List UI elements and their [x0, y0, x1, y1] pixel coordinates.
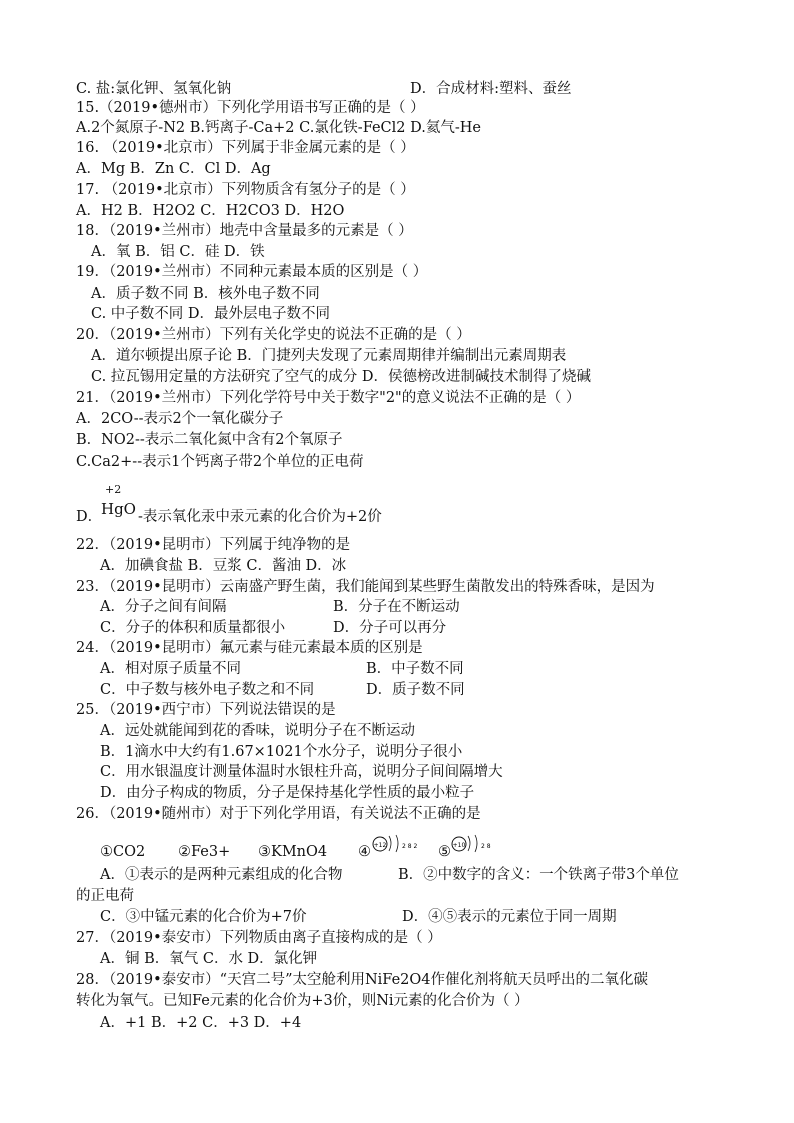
question-28: 28．（2019•泰安市）“天宫二号”太空舱利用NiFe2O4作催化剂将航天员呼出的二氧化碳	[76, 972, 648, 988]
question-20-options-cd: C. 拉瓦锡用定量的方法研究了空气的成分 D．侯德榜改进制碱技术制得了烧碱	[91, 369, 592, 385]
question-22: 22．（2019•昆明市）下列属于纯净物的是	[76, 537, 351, 553]
question-18-options: A．氧 B．铝 C．硅 D．铁	[91, 244, 265, 260]
question-21-option-c: C.Ca2+--表示1个钙离子带2个单位的正电荷	[76, 454, 364, 470]
question-25-option-a: A．远处就能闻到花的香味，说明分子在不断运动	[100, 723, 415, 739]
question-28-cont: 转化为氧气。已知Fe元素的化合价为+3价，则Ni元素的化合价为（ ）	[76, 993, 529, 1009]
question-24-option-a: A．相对原子质量不同	[100, 661, 241, 677]
question-25-option-b: B．1滴水中大约有1.67×1021个水分子，说明分子很小	[100, 744, 463, 760]
question-25-option-d: D．由分子构成的物质，分子是保持基化学性质的最小粒子	[100, 785, 475, 801]
electron-shells: 2 8	[481, 843, 491, 850]
valence-mark: +2	[105, 483, 122, 496]
question-26-option-c: C．③中锰元素的化合价为+7价	[100, 909, 307, 925]
question-23-option-b: B．分子在不断运动	[333, 599, 460, 615]
option-line: D．合成材料:塑料、蚕丝	[410, 81, 572, 97]
question-15: 15.（2019•德州市）下列化学用语书写正确的是（ ）	[76, 100, 425, 116]
question-27-options: A．铜 B．氧气 C．水 D．氯化钾	[100, 951, 318, 967]
electron-shells: 2 8 2	[402, 843, 418, 850]
hgo-formula: HgO	[101, 500, 136, 518]
question-23-option-c: C．分子的体积和质量都很小	[100, 620, 286, 636]
question-22-options: A．加碘食盐 B．豆浆 C．酱油 D．冰	[100, 558, 347, 574]
question-26-option-d: D．④⑤表示的元素位于同一周期	[402, 909, 617, 925]
question-27: 27．（2019•泰安市）下列物质由离子直接构成的是（ ）	[76, 930, 442, 946]
question-23: 23．（2019•昆明市）云南盛产野生菌，我们能闻到某些野生菌散发出的特殊香味，是因为	[76, 579, 655, 595]
atom-structure-diagram-4	[372, 831, 430, 855]
nucleus-charge: +10	[452, 842, 466, 849]
question-21-option-b: B．NO2--表示二氧化氮中含有2个氧原子	[76, 432, 343, 448]
question-21-option-d-label: D．	[76, 509, 103, 525]
question-17: 17. （2019•北京市）下列物质含有氢分子的是（ ）	[76, 182, 415, 198]
question-25: 25．（2019•西宁市）下列说法错误的是	[76, 702, 336, 718]
question-24: 24．（2019•昆明市）氟元素与硅元素最本质的区别是	[76, 640, 423, 656]
question-26-option-a: A．①表示的是两种元素组成的化合物	[100, 867, 343, 883]
question-28-options: A．+1 B．+2 C．+3 D．+4	[100, 1015, 302, 1031]
question-16: 16. （2019•北京市）下列属于非金属元素的是（ ）	[76, 140, 415, 156]
question-19: 19．（2019•兰州市）不同种元素最本质的区别是（ ）	[76, 264, 428, 280]
question-26-option-b-cont: 的正电荷	[76, 888, 134, 904]
question-16-options: A．Mg B．Zn C．Cl D．Ag	[76, 161, 271, 177]
symbol-5-label: ⑤	[438, 844, 451, 860]
option-line: C. 盐:氯化钾、氢氧化钠	[76, 81, 232, 97]
symbol-1: ①CO2	[100, 844, 146, 860]
symbol-3: ③KMnO4	[258, 844, 328, 860]
question-21: 21．（2019•兰州市）下列化学符号中关于数字"2"的意义说法不正确的是（ ）	[76, 390, 581, 406]
question-26: 26．（2019•随州市）对于下列化学用语，有关说法不正确的是	[76, 806, 481, 822]
symbol-4-label: ④	[358, 844, 371, 860]
atom-structure-diagram-5	[451, 831, 509, 855]
question-25-option-c: C．用水银温度计测量体温时水银柱升高，说明分子间间隔增大	[100, 764, 503, 780]
question-19-options-cd: C. 中子数不同 D．最外层电子数不同	[91, 306, 331, 322]
symbol-2: ②Fe3+	[178, 844, 231, 860]
question-20: 20．（2019•兰州市）下列有关化学史的说法不正确的是（ ）	[76, 327, 471, 343]
question-23-option-a: A．分子之间有间隔	[100, 599, 227, 615]
question-21-option-a: A．2CO--表示2个一氧化碳分子	[76, 411, 284, 427]
question-15-options: A.2个氮原子-N2 B.钙离子-Ca+2 C.氯化铁-FeCl2 D.氦气-He	[76, 120, 481, 136]
question-18: 18．（2019•兰州市）地壳中含量最多的元素是（ ）	[76, 223, 413, 239]
question-24-option-c: C．中子数与核外电子数之和不同	[100, 682, 315, 698]
question-21-option-d: -表示氧化汞中汞元素的化合价为+2价	[138, 509, 382, 525]
nucleus-charge: +12	[373, 842, 387, 849]
question-23-option-d: D．分子可以再分	[333, 620, 447, 636]
question-24-option-d: D．质子数不同	[366, 682, 465, 698]
question-20-options-ab: A．道尔顿提出原子论 B．门捷列夫发现了元素周期律并编制出元素周期表	[91, 348, 567, 364]
question-24-option-b: B．中子数不同	[366, 661, 464, 677]
question-19-options-ab: A．质子数不同 B．核外电子数不同	[91, 286, 320, 302]
question-26-option-b: B．②中数字的含义：一个铁离子带3个单位	[398, 867, 679, 883]
question-17-options: A．H2 B．H2O2 C．H2CO3 D．H2O	[76, 203, 345, 219]
